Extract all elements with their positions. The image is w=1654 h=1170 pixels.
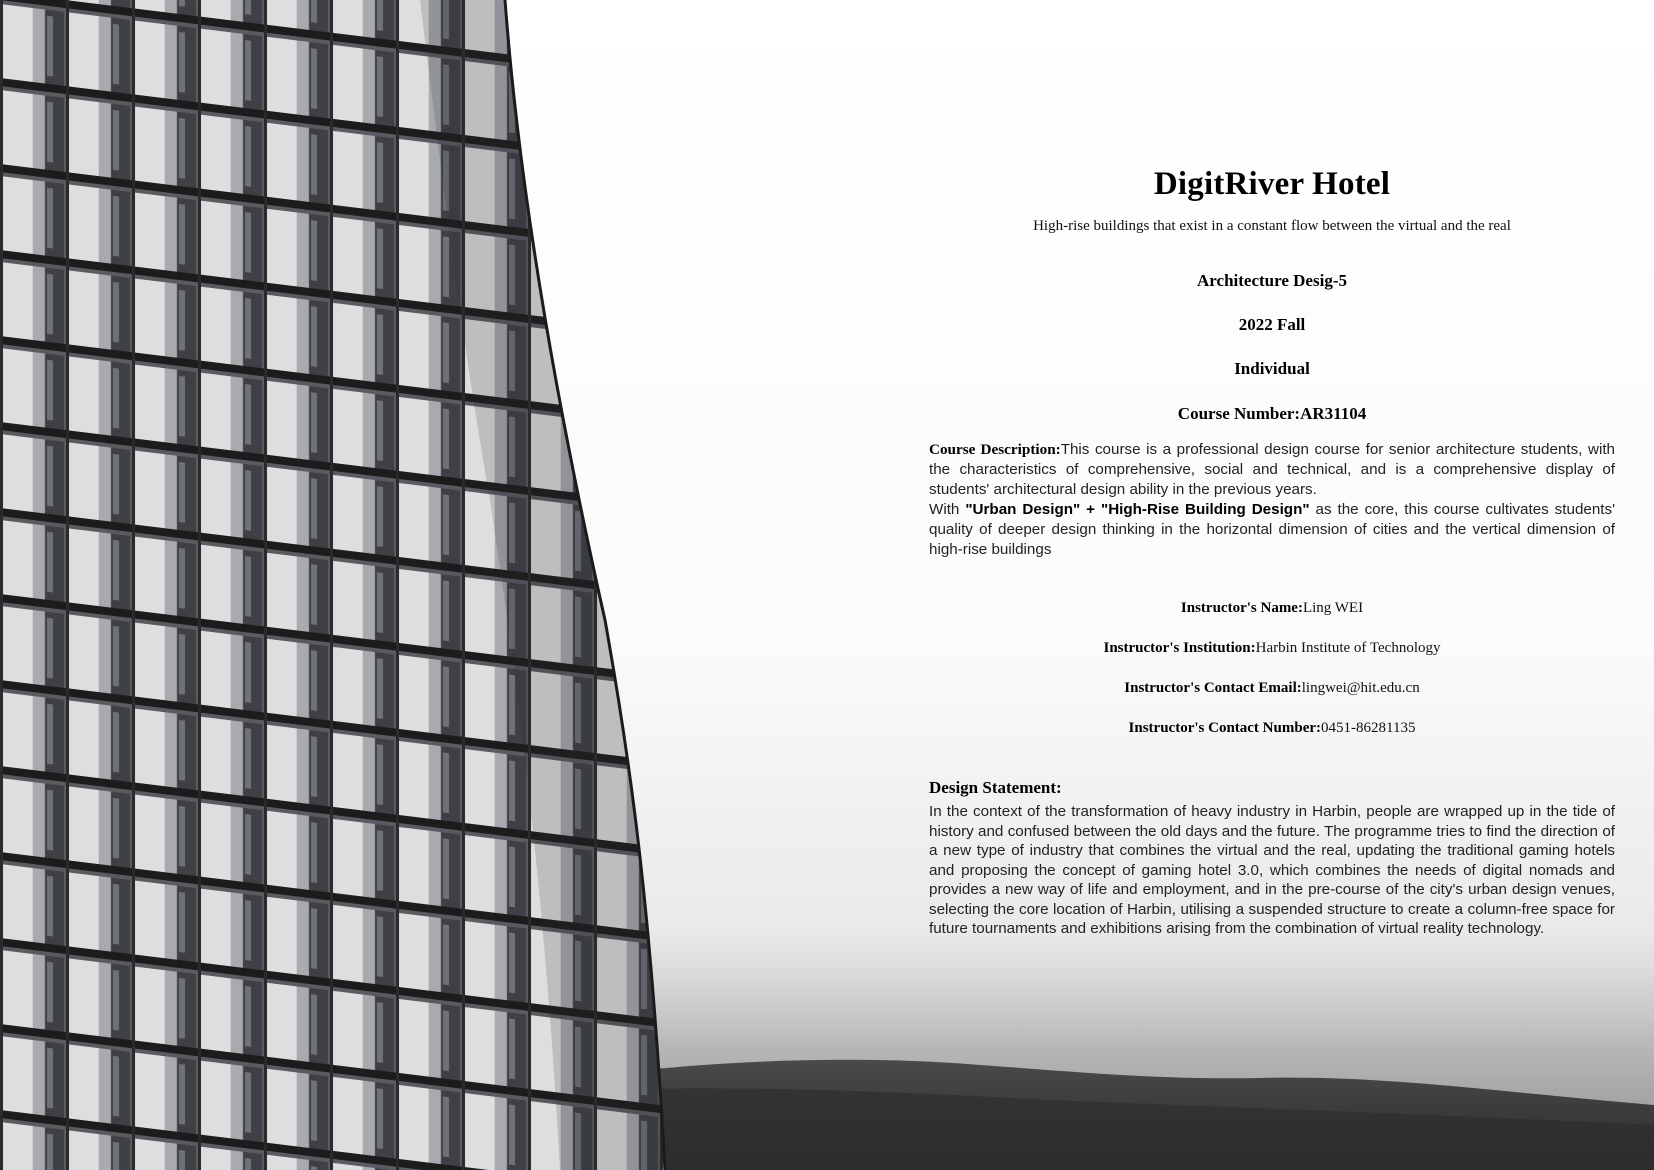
course-description <box>929 440 1615 560</box>
project-title: DigitRiver Hotel <box>1153 166 1391 202</box>
course-mode: Individual <box>1234 359 1310 378</box>
text-column <box>929 0 1615 1170</box>
course-description-label: Course Description: <box>929 441 1061 458</box>
course-term: 2022 Fall <box>1238 315 1306 334</box>
design-statement-heading: Design Statement: <box>929 778 1062 797</box>
course-description-text-2: as the core, this course cultivates students' quality of deeper design thinking in the horizontal dimension of cities and the vertical dimension of high-rise buildings <box>929 501 1615 558</box>
instructor-email-line <box>929 680 1615 697</box>
project-subtitle: High-rise buildings that exist in a constant flow between the virtual and the real <box>1033 218 1511 234</box>
course-description-with: With <box>929 501 966 518</box>
instructor-phone-line <box>929 720 1615 737</box>
instructor-institution-label: Instructor's Institution: <box>1103 640 1256 656</box>
course-name: Architecture Desig-5 <box>1197 271 1347 290</box>
instructor-name-label: Instructor's Name: <box>1180 600 1303 616</box>
instructor-email: lingwei@hit.edu.cn <box>1301 680 1420 696</box>
course-description-emphasis: "Urban Design" + "High-Rise Building Design" <box>965 501 1310 518</box>
instructor-institution-line <box>929 640 1615 657</box>
instructor-institution: Harbin Institute of Technology <box>1255 640 1441 656</box>
instructor-email-label: Instructor's Contact Email: <box>1124 680 1302 696</box>
instructor-phone-label: Instructor's Contact Number: <box>1128 720 1322 736</box>
design-statement-body: In the context of the transformation of heavy industry in Harbin, people are wrapped up in the tide of history and confused between the old days and the future. The programme tries to find the direction of a new type of industry that combines the virtual and the real, updating the traditional gaming hotels and proposing the concept of gaming hotel 3.0, which combines the needs of digital nomads and provides a new way of life and employment, and in the pre-course of the city's urban design venues, selecting the core location of Harbin, utilising a suspended structure to create a column-free space for future tournaments and exhibitions arising from the combination of virtual reality technology. <box>929 803 1615 937</box>
instructor-phone: 0451-86281135 <box>1321 720 1416 736</box>
instructor-name-line <box>929 600 1615 617</box>
instructor-name: Ling WEI <box>1302 600 1364 616</box>
course-description-text: This course is a professional design course for senior architecture students, with the characteristics of comprehensive, social and technical, and is a comprehensive display of students' architectural design ability in the previous years. <box>929 441 1616 498</box>
course-number: Course Number:AR31104 <box>1177 404 1367 423</box>
